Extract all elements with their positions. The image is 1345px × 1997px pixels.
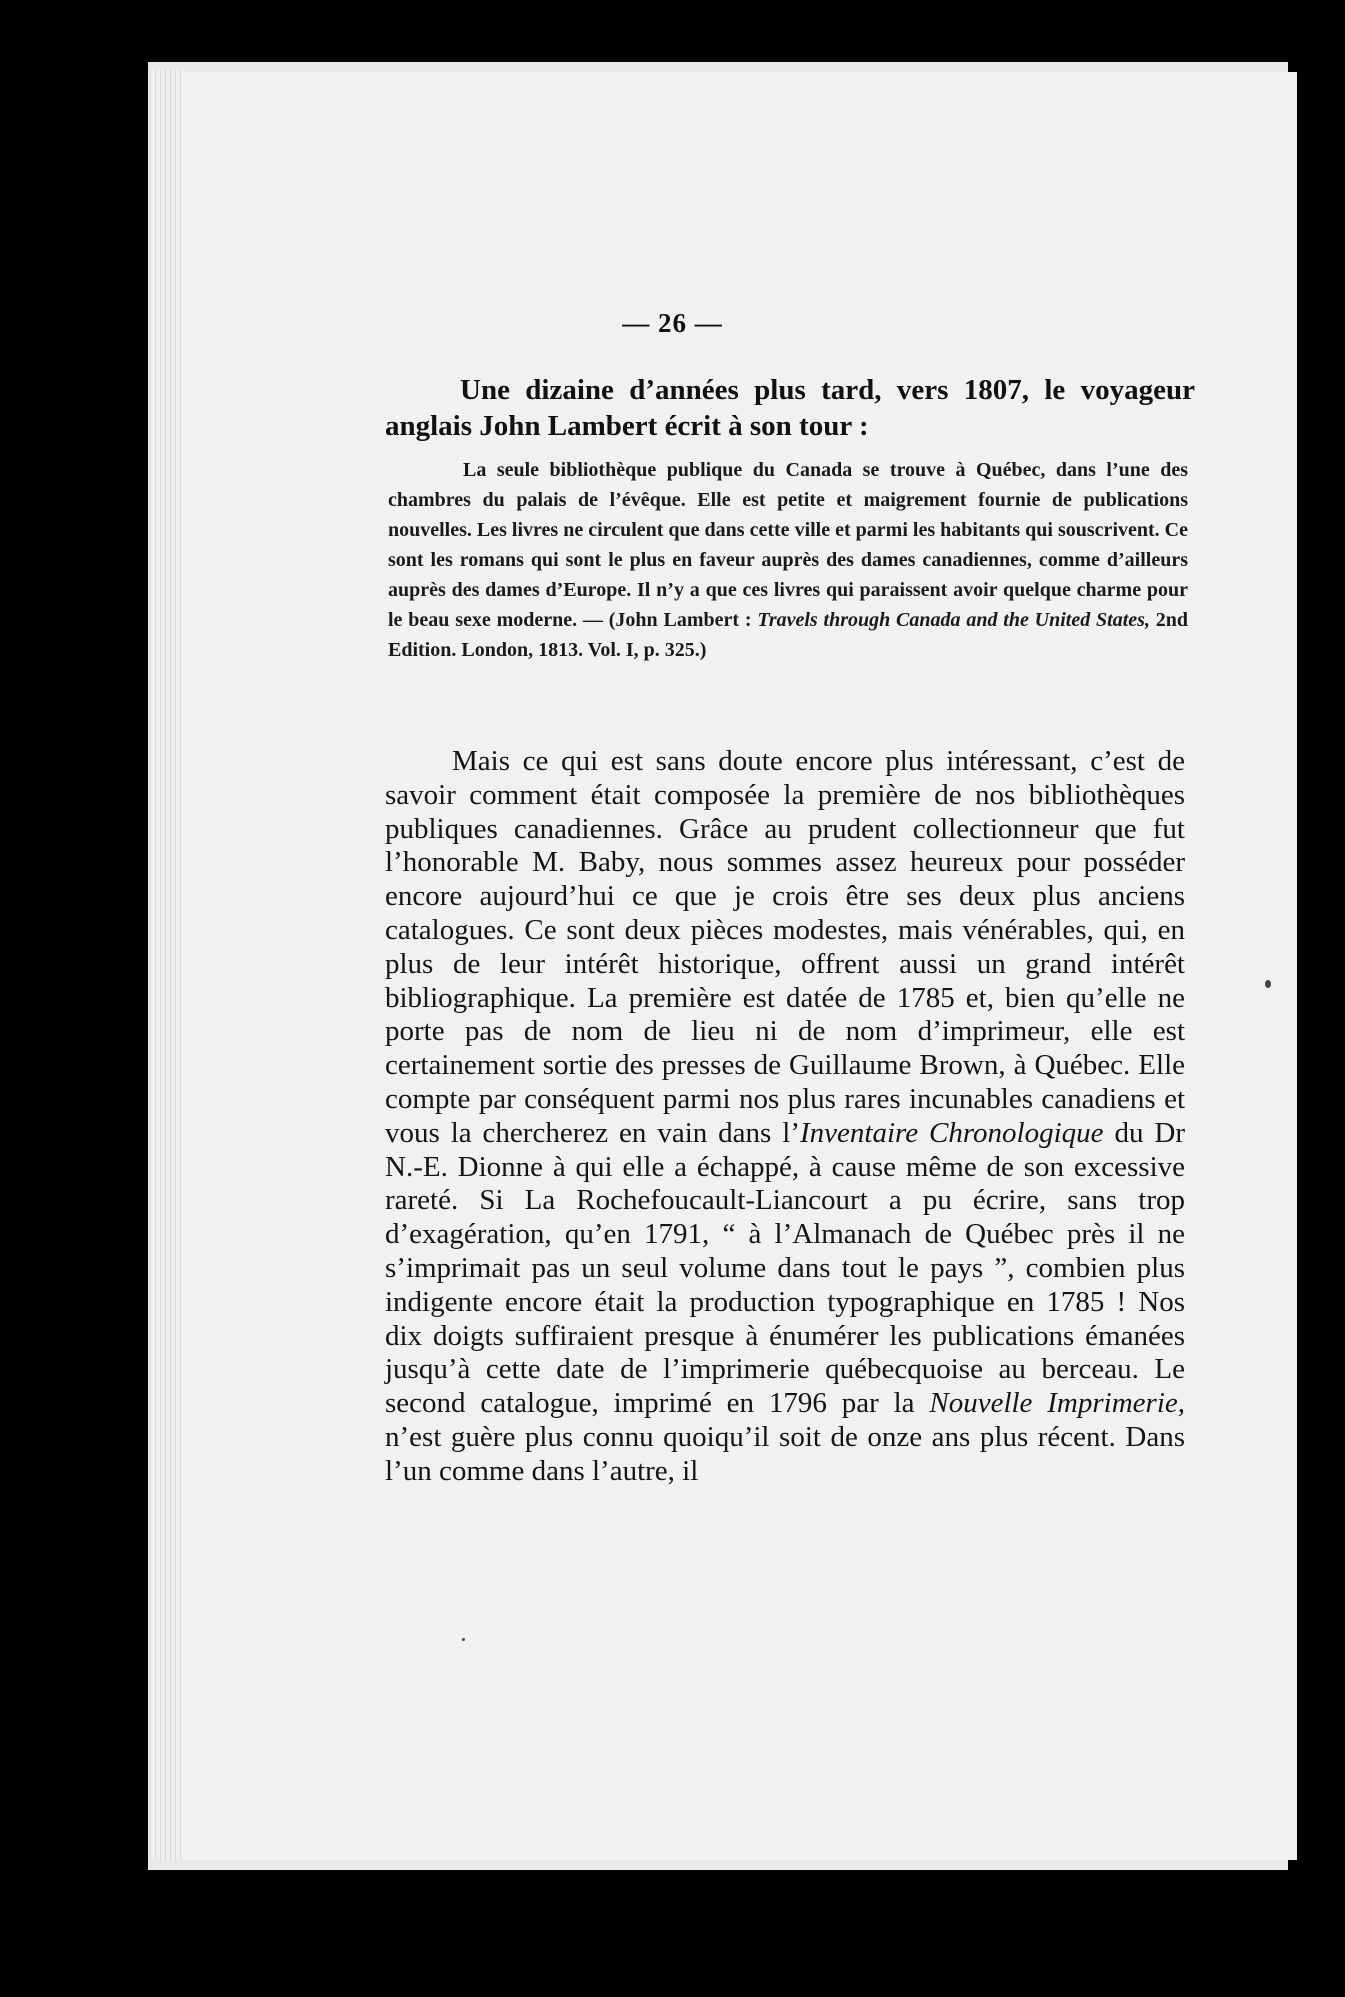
- quote-edition: 2nd Edition. London, 1813. Vol. I, p. 325.): [388, 609, 1189, 661]
- body-part-3: n’est guère plus connu quoiqu’il soit de onze ans plus récent. Dans l’un comme dans l’autre, il: [385, 1420, 1185, 1487]
- quote-paragraph: [388, 455, 1188, 665]
- body-italic-imprimerie: Nouvelle Imprimerie,: [929, 1387, 1185, 1420]
- body-paragraph: [385, 745, 1185, 1489]
- body-part-2: du Dr N.-E. Dionne à qui elle a échappé, à cause même de son excessive rareté. Si La Rochefoucault-Liancourt a pu écrire, sans trop d’exagération, qu’en 1791, “ à l’Almanach de Québec près il ne s’imprimait pas un seul volume dans tout le pays ”, combien plus indigente encore était la production typographique en 1785 ! Nos dix doigts suffiraient presque à énumérer les publications émanées jusqu’à cette date de l’imprimerie québecquoise au berceau. Le second catalogue, imprimé en 1796 par la: [385, 1116, 1185, 1420]
- ink-spot: [1265, 980, 1271, 988]
- intro-paragraph: Une dizaine d’années plus tard, vers 1807, le voyageur anglais John Lambert écrit à son tour :: [385, 374, 1195, 442]
- quote-book-title: Travels through Canada and the United States,: [757, 609, 1150, 631]
- ink-spot: [462, 1638, 465, 1641]
- page-number: — 26 —: [622, 308, 723, 338]
- body-italic-inventaire: Inventaire Chronologique: [799, 1116, 1104, 1149]
- body-part-1: Mais ce qui est sans doute encore plus intéressant, c’est de savoir comment était composée la première de nos bibliothèques publiques canadiennes. Grâce au prudent collectionneur que fut l’honorable M. Baby, nous sommes assez heureux pour posséder encore aujourd’hui ce que je crois être ses deux plus anciens catalogues. Ce sont deux pièces modestes, mais vénérables, qui, en plus de leur intérêt historique, offrent aussi un grand intérêt bibliographique. La première est datée de 1785 et, bien qu’elle ne porte pas de nom de lieu ni de nom d’imprimeur, elle est certainement sortie des presses de Guillaume Brown, à Québec. Elle compte par conséquent parmi nos plus rares incunables canadiens et vous la chercherez en vain dans l’: [385, 745, 1185, 1149]
- quote-text: La seule bibliothèque publique du Canada se trouve à Québec, dans l’une des chambres du palais de l’évêque. Elle est petite et maigrement fournie de publications nouvelles. Les livres ne circulent que dans cette ville et parmi les habitants qui souscrivent. Ce sont les romans qui sont le plus en faveur auprès des dames canadiennes, comme d’ailleurs auprès des dames d’Europe. Il n’y a que ces livres qui paraissent avoir quelque charme pour le beau sexe moderne. — (John Lambert :: [388, 459, 1188, 631]
